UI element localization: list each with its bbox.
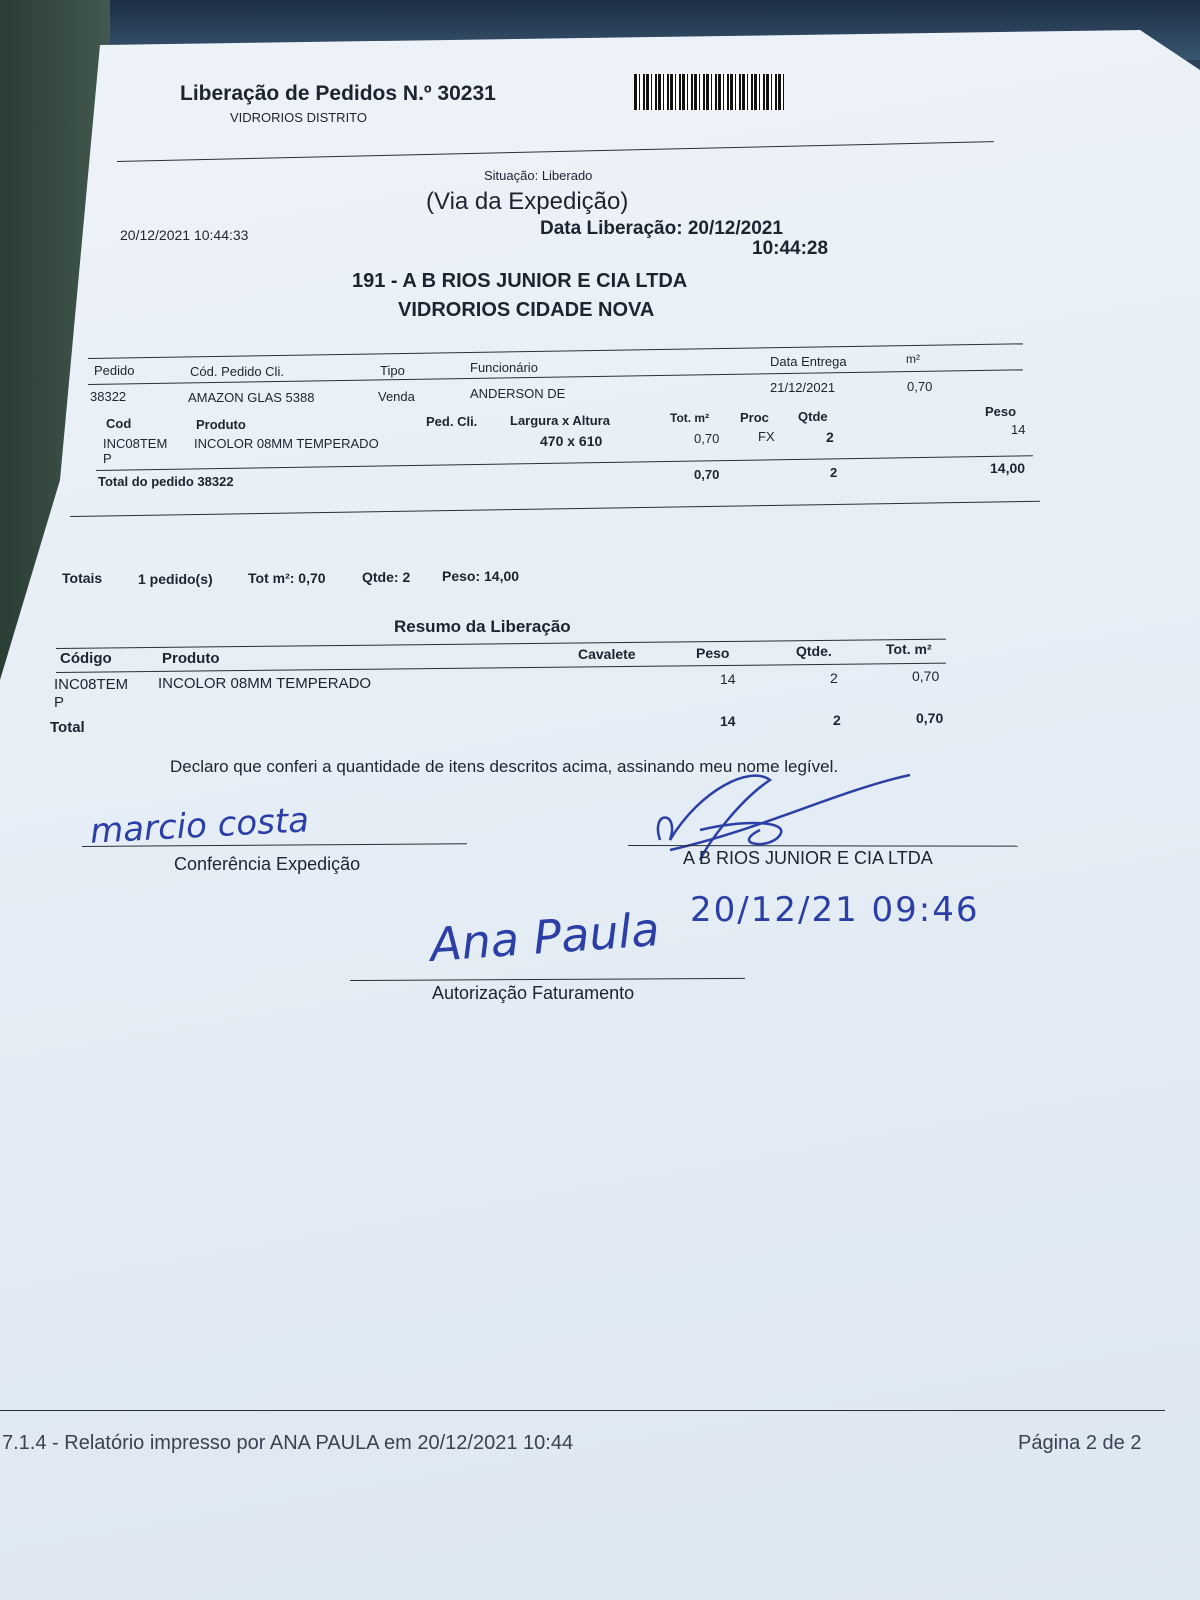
order-total-peso: 14,00: [990, 460, 1026, 476]
resumo-col-produto: Produto: [162, 650, 220, 667]
totais-pedidos: 1 pedido(s): [138, 571, 213, 587]
order-data-entrega: 21/12/2021: [770, 380, 836, 395]
order-cod-pedido-cli: AMAZON GLAS 5388: [188, 390, 315, 405]
declaration-text: Declaro que conferi a quantidade de itens descritos acima, assinando meu nome legível.: [170, 757, 839, 776]
item-cod-cont: P: [103, 451, 112, 466]
item-col-peso: Peso: [985, 404, 1017, 419]
item-col-largura-altura: Largura x Altura: [510, 413, 610, 428]
order-funcionario: ANDERSON DE: [470, 386, 566, 401]
conferencia-signature: marcio costa: [89, 800, 310, 852]
item-col-proc: Proc: [740, 410, 769, 425]
resumo-col-peso: Peso: [696, 645, 730, 661]
item-cod: INC08TEM: [103, 436, 168, 451]
client-label: A B RIOS JUNIOR E CIA LTDA: [683, 848, 933, 868]
document-title: Liberação de Pedidos N.º 30231: [180, 82, 496, 105]
col-cod-pedido-cli: Cód. Pedido Cli.: [190, 364, 284, 379]
item-proc: FX: [758, 429, 775, 444]
item-col-ped-cli: Ped. Cli.: [426, 414, 478, 429]
totais-label: Totais: [62, 570, 103, 586]
resumo-total-label: Total: [50, 719, 85, 736]
col-pedido: Pedido: [94, 363, 135, 378]
resumo-qtde: 2: [830, 670, 838, 686]
footer-rule: [0, 1410, 1165, 1411]
data-liberacao-time: 10:44:28: [752, 238, 829, 259]
col-m2: m²: [906, 352, 920, 366]
item-col-produto: Produto: [196, 417, 246, 432]
item-col-tot-m2: Tot. m²: [670, 411, 710, 425]
resumo-col-qtde: Qtde.: [796, 643, 832, 659]
resumo-col-tot-m2: Tot. m²: [886, 641, 932, 657]
resumo-total-peso: 14: [720, 713, 736, 729]
item-qtde: 2: [826, 429, 834, 445]
order-total-label: Total do pedido 38322: [98, 474, 234, 489]
order-tipo: Venda: [378, 389, 415, 404]
resumo-col-codigo: Código: [60, 650, 112, 667]
resumo-total-m2: 0,70: [916, 710, 944, 726]
client-name: 191 - A B RIOS JUNIOR E CIA LTDA: [352, 270, 688, 292]
via-expedicao: (Via da Expedição): [426, 188, 629, 215]
autorizacao-label: Autorização Faturamento: [432, 983, 635, 1003]
autorizacao-signature: Ana Paula: [428, 902, 662, 972]
totais-m2: Tot m²: 0,70: [248, 570, 326, 586]
order-m2: 0,70: [907, 379, 933, 394]
footer-printed-by: 7.1.4 - Relatório impresso por ANA PAULA em 20/12/2021 10:44: [2, 1432, 574, 1454]
data-liberacao: Data Liberação: 20/12/2021: [540, 218, 783, 239]
status-situacao: Situação: Liberado: [484, 168, 593, 183]
col-funcionario: Funcionário: [470, 360, 538, 375]
col-tipo: Tipo: [380, 363, 405, 378]
totais-qtde: Qtde: 2: [362, 569, 411, 585]
resumo-title: Resumo da Liberação: [394, 617, 571, 636]
item-tot-m2: 0,70: [694, 431, 720, 446]
order-pedido: 38322: [90, 389, 127, 404]
client-handwritten-date: 20/12/21 09:46: [690, 890, 980, 930]
client-branch: VIDRORIOS CIDADE NOVA: [398, 299, 655, 321]
col-data-entrega: Data Entrega: [770, 354, 847, 369]
resumo-codigo: INC08TEM: [54, 676, 129, 693]
footer-page-number: Página 2 de 2: [1018, 1432, 1142, 1454]
item-col-cod: Cod: [106, 416, 132, 431]
resumo-tot-m2: 0,70: [912, 668, 940, 684]
resumo-col-cavalete: Cavalete: [578, 646, 636, 662]
resumo-produto: INCOLOR 08MM TEMPERADO: [158, 675, 372, 692]
resumo-total-qtde: 2: [833, 712, 841, 728]
barcode-icon: [634, 74, 784, 110]
print-timestamp: 20/12/2021 10:44:33: [120, 227, 249, 243]
order-total-qtde: 2: [830, 465, 838, 480]
item-col-qtde: Qtde: [798, 409, 828, 424]
totais-peso: Peso: 14,00: [442, 568, 520, 584]
document-subtitle: VIDRORIOS DISTRITO: [230, 110, 367, 125]
resumo-peso: 14: [720, 671, 736, 687]
item-medidas: 470 x 610: [540, 433, 603, 449]
conferencia-label: Conferência Expedição: [174, 854, 361, 874]
client-signature-icon: [640, 770, 920, 890]
item-produto: INCOLOR 08MM TEMPERADO: [194, 436, 379, 451]
resumo-codigo-cont: P: [54, 694, 65, 711]
order-total-m2: 0,70: [694, 467, 720, 482]
item-peso: 14: [1011, 422, 1026, 437]
